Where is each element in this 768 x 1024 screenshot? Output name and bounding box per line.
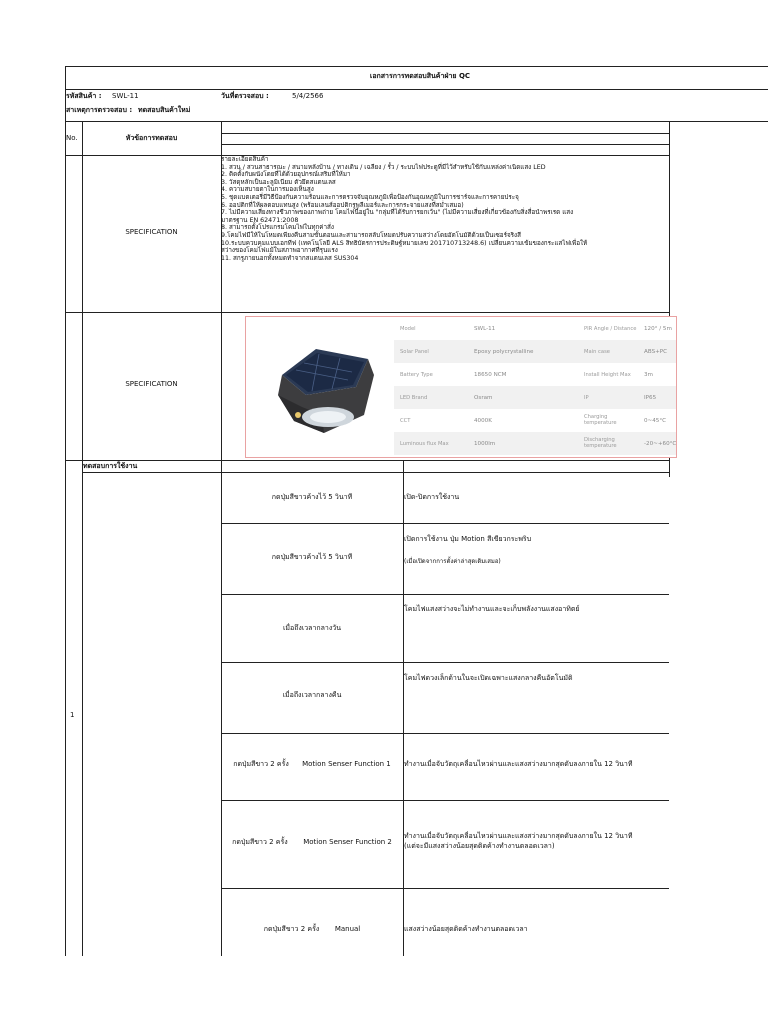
spec-value: 1000lm [474,441,496,447]
spec-line: 2. ติดตั้งกับผนังโดยที่ได้ด้วยอุปกรณ์เสริมที่ให้มา [221,171,351,179]
test-result: ทำงานเมื่อจับวัตถุเคลื่อนไหวผ่านและแสงสว่างมากสุดดับลงภายใน 12 วินาที [404,760,633,768]
spec-value: 4000K [474,418,492,424]
spec-key: IP [584,395,589,401]
spec-line: 4. ความสบายตาในการมองเห็นสูง [221,186,314,194]
spec-row [394,340,676,363]
spec-line: 8. สามารถตั้งโปรแกรมโคมไฟในทุกค่าสั่ง [221,224,334,232]
rule [82,472,669,473]
test-result: ทำงานเมื่อจับวัตถุเคลื่อนไหวผ่านและแสงสว่างมากสุดดับลงภายใน 12 วินาที [404,832,633,840]
test-result: เปิด-ปิดการใช้งาน [404,493,460,501]
col-divider [82,121,83,956]
rule [65,460,669,461]
spec-value: 0~45°C [644,418,667,424]
spec-line: สว่างของโคมไฟแม้ในสภาพอากาศที่รุนแรง [221,247,338,255]
test-action: กดปุ่มสีขาวค้างไว้ 5 วินาที [271,493,353,501]
spec-text-block [221,156,670,262]
test-result: โคมไฟดวงเล็กด้านในจะเปิดเฉพาะแสงกลางคืนอัตโนมัติ [404,674,573,682]
test-action: กดปุ่มสีขาวค้างไว้ 5 วินาที [271,553,353,561]
spec-line: 6. ออปติกที่ให้ผลตอบแทนสูง (พร้อมเลนส์ออปติกรูพลีเมอร์และการกระจายแสงที่สม่ำเสมอ) [221,201,464,209]
document-title: เอกสารการทดสอบสินค้าฝ่าย QC [369,72,471,80]
spec-row [394,386,676,409]
spec-value: ABS+PC [644,349,668,355]
spec-key: Battery Type [400,372,433,378]
spec-line: 1. สวน / สวนสาธารณะ / สนามหลังบ้าน / ทางเดิน / เฉลียง / รั้ว / ระบบไฟประดูที่มีไว้สำหรับใช้กับแหล่งค่าเนิดแสง LED [221,163,546,171]
spec-value: Osram [474,395,493,401]
rule [221,594,669,595]
reason-value: ทดสอบสินค้าใหม่ [138,106,191,114]
spec-table [394,317,676,457]
spec-key: Install Height Max [584,372,631,378]
spec-key: Discharging temperature [584,437,617,449]
rule [221,523,669,524]
inspection-date-label: วันที่ตรวจสอบ : [221,92,269,100]
test-note: (เมื่อเปิดจากการตั้งค่าล่าสุดเดิมเสมอ) [404,558,501,565]
spec-value: 3m [644,372,654,378]
spec-row [394,363,676,386]
spec-line: มาตรฐาน EN 62471:2008 [221,216,299,224]
spec-line: 5. ชุดแบตเตอรี่มีวิธีป้องกันความร้อนและการตรวจจับอุณหภูมิเพื่อป้องกันอุณหภูมิในการชาร์จและการคายประจุ [221,193,519,201]
spec-key: Solar Panel [400,349,429,355]
product-code-value: SWL-11 [112,92,139,100]
spec-line: 7. ไม่มีความเสี่ยงทางชีวภาพของภาพถ่าย โคมไฟนี้อยู่ใน "กลุ่มที่ได้รับการยกเว้น" (ไม่มีความเสี่ยงที่เกี่ยวข้องกับสิ่งสื่อนำพรเรด แสง [221,209,574,217]
usage-section-title: ทดสอบการใช้งาน [83,462,138,470]
product-code-label: รหัสสินค้า : [66,92,102,100]
spec-line: รายละเอียดสินค้า [221,156,269,163]
border-left [65,66,66,956]
solar-wall-lamp-image [264,335,384,445]
test-action: กดปุ่มสีขาว 2 ครั้ง Motion Senser Function 1 [233,760,391,768]
product-spec-image [245,316,677,458]
rule [65,89,768,90]
spec-value: Epoxy polycrystalline [474,349,534,355]
test-result: เปิดการใช้งาน ปุ่ม Motion สีเขียวกระพริบ [404,535,532,543]
spec-value: IP65 [644,395,657,401]
spec-row [394,409,676,432]
rule [65,121,768,122]
spec-row [394,317,676,340]
spec-value: SWL-11 [474,326,496,332]
spec-key: CCT [400,418,411,424]
test-action: กดปุ่มสีขาว 2 ครั้ง Manual [263,925,361,933]
test-action: เมื่อถึงเวลากลางคืน [282,691,342,699]
reason-label: สาเหตุการตรวจสอบ : [66,106,133,114]
test-action: กดปุ่มสีขาว 2 ครั้ง Motion Senser Function 2 [232,838,392,846]
rule [221,733,669,734]
rule [65,312,669,313]
spec-value: 18650 NCM [474,372,507,378]
col-header-no: No. [66,134,78,142]
rule [221,662,669,663]
spec-key: Charging temperature [584,414,617,426]
rule [221,800,669,801]
spec-key: PIR Angle / Distance [584,326,637,332]
inspection-date-value: 5/4/2566 [292,92,324,100]
test-action: เมื่อถึงเวลากลางวัน [282,624,341,632]
border-top [65,66,768,67]
rule [221,133,669,134]
spec-key: Model [400,326,416,332]
test-result: แสงสว่างน้อยสุดติดค้างทำงานตลอดเวลา [404,925,528,933]
spec-value: -20~+60°C [644,441,677,447]
spec-label: SPECIFICATION [125,380,178,388]
col-header-topic: หัวข้อการทดสอบ [125,134,178,142]
spec-key: Main case [584,349,610,355]
spec-line: 9.โคมไฟมีให้ในโหมดเพียงคืนสามขั้นตอนและสามารถสลับโหมดปรับความสว่างโดยอัตโนมัติด้วยเป็นเซอร์จริงสี [221,231,521,239]
spec-label: SPECIFICATION [125,228,178,236]
rule [221,888,669,889]
spec-line: 11. สกรูภายนอกทั้งหมดทำจากสแตนเลส SUS304 [221,254,359,262]
spec-key: LED Brand [400,395,428,401]
row-number: 1 [70,711,75,719]
rule [221,144,669,145]
spec-value: 120° / 5m [644,326,672,332]
spec-key: Luminous flux Max [400,441,449,447]
spec-row [394,432,676,455]
spec-line: 10.ระบบควบคุมแบบเอกทีฟ (เทคโนโลยี ALS สิทธิบัตรการประดิษฐ์หมายเลข 201710713248.6) เปลี่ยนความเข้มของกระแสไฟเพื่อให้ [221,239,588,247]
spec-line: 3. วัสดุหลักเป็นอะลูมิเนียม ตัวยึดสแตนเลส [221,178,336,186]
test-note: (แต่จะมีแสงสว่างน้อยสุดติดค้างทำงานตลอดเวลา) [404,842,555,850]
test-result: โคมไฟแสงสว่างจะไม่ทำงานและจะเก็บพลังงานแสงอาทิตย์ [404,605,580,613]
